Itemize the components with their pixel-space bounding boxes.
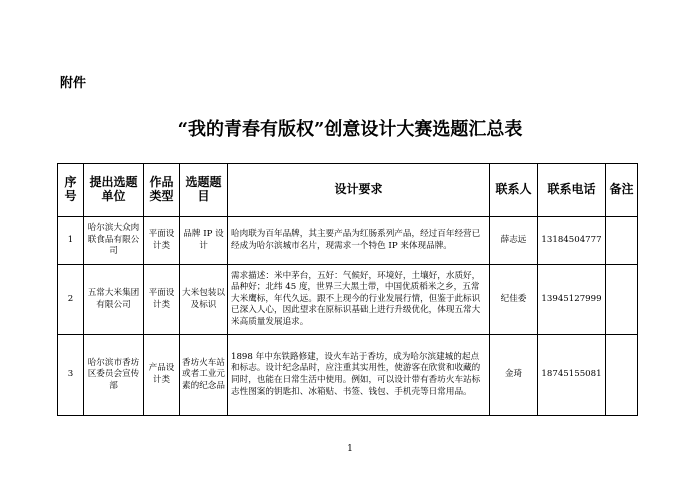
cell-phone: 13945127999 xyxy=(538,265,606,335)
header-contact: 联系人 xyxy=(490,164,538,217)
cell-requirement: 1898 年中东铁路修建，设火车站于香坊，成为哈尔滨建城的起点和标志。设计纪念品时，应注重其实用性，使游客在欣赏和收藏的同时，也能在日常生活中使用。例如，可以设计带有香坊火车站标志性图案的钥匙扣、冰箱贴、书签、钱包、手机壳等日常用品。 xyxy=(228,335,490,416)
cell-seq: 3 xyxy=(58,335,84,416)
header-remark: 备注 xyxy=(606,164,638,217)
cell-phone: 13184504777 xyxy=(538,217,606,265)
attachment-label: 附件 xyxy=(60,76,87,91)
cell-type: 平面设计类 xyxy=(144,265,180,335)
cell-remark xyxy=(606,335,638,416)
header-requirement: 设计要求 xyxy=(228,164,490,217)
cell-topic: 品牌 IP 设计 xyxy=(180,217,228,265)
table-row xyxy=(58,335,638,416)
cell-contact: 纪佳委 xyxy=(490,265,538,335)
header-topic: 选题题目 xyxy=(180,164,228,217)
cell-requirement: 哈肉联为百年品牌，其主要产品为红肠系列产品，经过百年经营已经成为哈尔滨城市名片，现需求一个特色 IP 来体现品牌。 xyxy=(228,217,490,265)
cell-unit: 哈尔滨大众肉联食品有限公司 xyxy=(84,217,144,265)
cell-unit: 哈尔滨市香坊区委员会宣传部 xyxy=(84,335,144,416)
cell-topic: 大米包装以及标识 xyxy=(180,265,228,335)
cell-unit: 五常大米集团有限公司 xyxy=(84,265,144,335)
cell-seq: 1 xyxy=(58,217,84,265)
cell-seq: 2 xyxy=(58,265,84,335)
table-row xyxy=(58,265,638,335)
table-header-row xyxy=(58,164,638,217)
header-seq: 序号 xyxy=(58,164,84,217)
cell-requirement: 需求描述：米中茅台，五好：气候好，环境好，土壤好，水质好，品种好；北纬 45 度，世界三大黑土带，中国优质稻米之乡，五常大米鹰标，年代久远。跟不上现今的行业发展行情，但鉴于此标识已深入人心，因此望求在原标识基础上进行升级优化，体现五常大米高质量发展追求。 xyxy=(228,265,490,335)
table-row xyxy=(58,217,638,265)
cell-type: 平面设计类 xyxy=(144,217,180,265)
header-phone: 联系电话 xyxy=(538,164,606,217)
topic-summary-table xyxy=(57,163,638,416)
cell-contact: 薛志远 xyxy=(490,217,538,265)
cell-type: 产品设计类 xyxy=(144,335,180,416)
document-title: “我的青春有版权”创意设计大赛选题汇总表 xyxy=(177,119,523,140)
cell-topic: 香坊火车站或者工业元素的纪念品 xyxy=(180,335,228,416)
cell-remark xyxy=(606,265,638,335)
cell-phone: 18745155081 xyxy=(538,335,606,416)
page-number: 1 xyxy=(347,444,353,454)
cell-contact: 金琦 xyxy=(490,335,538,416)
header-unit: 提出选题单位 xyxy=(84,164,144,217)
cell-remark xyxy=(606,217,638,265)
header-type: 作品类型 xyxy=(144,164,180,217)
